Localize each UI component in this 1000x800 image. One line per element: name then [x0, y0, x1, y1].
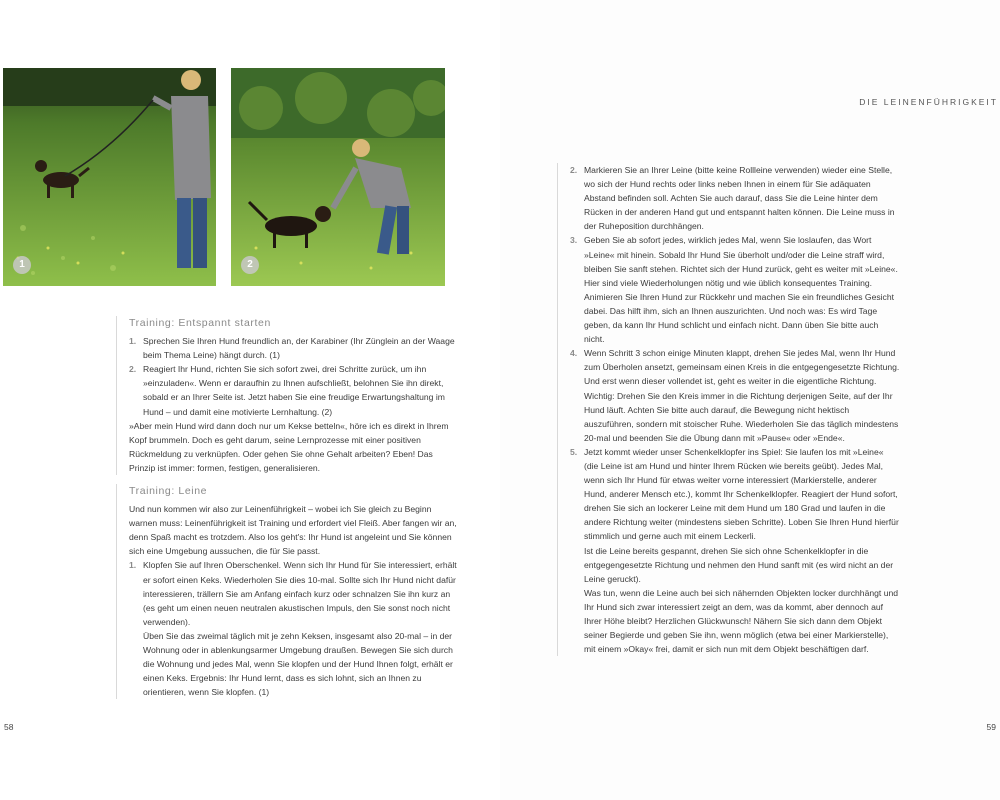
box1-list [129, 334, 459, 419]
box2-intro: Und nun kommen wir also zur Leinenführigkeit – wobei ich Sie gleich zu Beginn warnen muss: Leinenführigkeit ist Training und erfordert viel Fleiß. Aber fangen wir an, denn Spaß macht es trotzdem. Also los geht's: Ihr Hund ist angeleint und Sie können sich eine Umgebung aussuchen, die für Sie passt. [129, 504, 457, 557]
box1-paragraph: »Aber mein Hund wird dann doch nur um Kekse betteln«, höre ich es direkt in Ihrem Kopf brummeln. Doch es geht darum, seine Lernprozesse mit einer positiven Rückmeldung zu verknüpfen. Oder gehen Sie ohne Gehalt arbeiten? Eben! Das Prinzip ist immer: formen, festigen, generalisieren. [129, 420, 449, 473]
box2-title: Training: Leine [129, 485, 208, 497]
list-item: 2. Markieren Sie an Ihrer Leine (bitte keine Rollleine verwenden) wieder eine Stelle, wo sich der Hund rechts oder links neben Ihnen in einem für Sie adäquaten Abstand befinden soll. Achten Sie auch darauf, dass Sie die Leine hinter dem Rücken in der anderen Hand gut und entspannt halten können. Die Leine muss in der Ruheposition durchhängen. [570, 165, 895, 232]
photo-number-2: 2 [241, 256, 259, 274]
right-list [570, 163, 900, 544]
page-number-right: 59 [986, 722, 996, 732]
photo-1 [3, 68, 216, 286]
list-item: 4. Wenn Schritt 3 schon einige Minuten klappt, drehen Sie jedes Mal, wenn Ihr Hund zum Überholen ansetzt, gemeinsam einen Kreis in die entgegengesetzte Richtung. Und erst wenn dieser vollendet ist, geht es weiter in die eigentliche Richtung. Wichtig: Drehen Sie den Kreis immer in die Richtung derjenigen Seite, auf der Ihr Hund läuft. Achten Sie bitte auch darauf, die Bewegung nicht hektisch auszuführen, sondern mit stoischer Ruhe. Wiederholen Sie das täglich mindestens 20-mal und beenden Sie die Übung dann mit »Pause« oder »Ende«. [570, 348, 900, 443]
list-item: 2. Reagiert Ihr Hund, richten Sie sich sofort zwei, drei Schritte zurück, um ihn »einzuladen«. Wenn er daraufhin zu Ihnen aufschließt, belohnen Sie ihn direkt, sobald er an Ihrer Seite ist. Jetzt haben Sie eine freudige Erwartungshaltung im Hund – und damit eine motivierte Lernhaltung. (2) [129, 364, 445, 417]
right-paragraph-2: Was tun, wenn die Leine auch bei sich nähernden Objekten locker durchhängt und Ihr Hund sich zwar interessiert zeigt an dem, was da kommt, aber dennoch auf Ihrer Höhe bleibt? Herzlichen Glückwunsch! Nähern Sie sich dann dem Objekt seiner Begierde und geben Sie ihn, wenn möglich (etwa bei einer Markierstelle), mit einem »Okay« frei, damit er sich nun mit dem Objekt beschäftigen darf. [584, 587, 899, 655]
photo-1-image [3, 68, 216, 286]
photo-2 [231, 68, 445, 286]
training-box-leine-continued [557, 163, 900, 656]
photo-2-image [231, 68, 445, 286]
training-box-leine [116, 484, 459, 699]
page-number-left: 58 [4, 722, 14, 732]
photo-number-1: 1 [13, 256, 31, 274]
right-paragraph-1: Ist die Leine bereits gespannt, drehen Sie sich ohne Schenkelklopfer in die entgegengesetzte Richtung und nehmen den Hund sanft mit (es wird nicht an der Leine geruckt). [584, 545, 894, 584]
box2-item1-continuation: Üben Sie das zweimal täglich mit je zehn Keksen, insgesamt also 20-mal – in der Wohnung oder in ablenkungsarmer Umgebung draußen. Bewegen Sie sich durch die Wohnung und jedes Mal, wenn Sie klopfen und der Hund Ihnen folgt, erhält er einen Keks. Ergebnis: Ihr Hund lernt, dass es sich lohnt, sich an Ihnen zu orientieren, wenn Sie klopfen. (1) [143, 630, 453, 698]
list-item: 1. Klopfen Sie auf Ihren Oberschenkel. Wenn sich Ihr Hund für Sie interessiert, erhält er sofort einen Keks. Wiederholen Sie dies 10-mal. Sollte sich Ihr Hund nicht dafür interessieren, trällern Sie am Anfang einfach kurz oder schnalzen Sie ihn kurz an (es geht um einen neuen neutralen akustischen Impuls, den Sie sonst noch nicht verwenden). [129, 560, 457, 627]
list-item: 1. Sprechen Sie Ihren Hund freundlich an, der Karabiner (Ihr Zünglein an der Waage beim Thema Leine) hängt durch. (1) [129, 336, 455, 361]
running-head: DIE LEINENFÜHRIGKEIT [859, 97, 998, 107]
list-item: 5. Jetzt kommt wieder unser Schenkelklopfer ins Spiel: Sie laufen los mit »Leine« (die Leine ist am Hund und hinter Ihrem Rücken wie bereits geübt). Jedes Mal, wenn sich Ihr Hund für etwas weiter vorne interessiert (Markierstelle, anderer Hund, anderer Mensch etc.), kommt Ihr Schenkelklopfer. Reagiert der Hund sofort, drehen Sie sich an lockerer Leine mit dem Hund um 180 Grad und laufen in die andere Richtung weiter (mindestens sieben Schritte). Loben Sie Ihren Hund hierfür stimmlich und gerne auch mit einem Leckerli. [570, 446, 899, 542]
box2-list [129, 558, 459, 628]
list-item: 3. Geben Sie ab sofort jedes, wirklich jedes Mal, wenn Sie loslaufen, das Wort »Leine« mit hinein. Sobald Ihr Hund Sie überholt und/oder die Leine straff wird, bleiben Sie sanft stehen. Richtet sich der Hund zurück, geht es weiter mit »Leine«. Hier sind viele Wiederholungen nötig und wie üblich konsequentes Training. Animieren Sie Ihren Hund zur Rückkehr und machen Sie ein freundliches Gesicht dabei. Das hilft ihm, sich an Ihnen auszurichten. Und noch was: Es wird Tage geben, da kann Ihr Hund schlicht und einfach nicht. Dann üben Sie bitte auch nicht. [570, 235, 898, 345]
training-box-entspannt [116, 316, 459, 475]
box1-title: Training: Entspannt starten [129, 317, 271, 329]
